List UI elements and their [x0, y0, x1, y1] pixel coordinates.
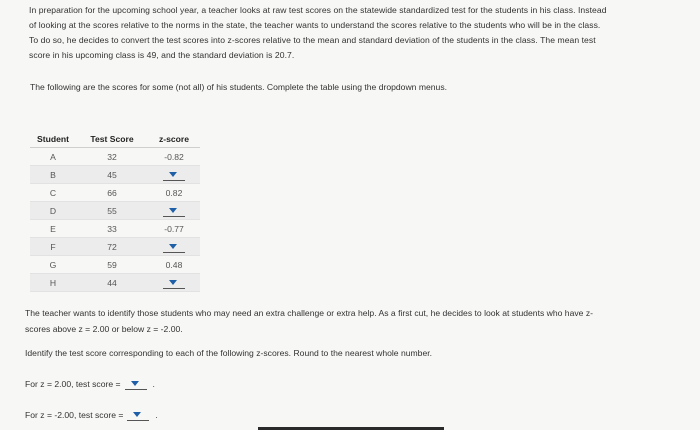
paragraph-line: scores above z = 2.00 or below z = -2.00. — [25, 324, 183, 334]
test-score-dropdown-z-2[interactable] — [125, 378, 147, 390]
z-score-cell: -0.82 — [148, 148, 200, 166]
score-cell: 66 — [76, 184, 148, 202]
z-score-cell — [148, 274, 200, 292]
score-cell: 32 — [76, 148, 148, 166]
test-score-dropdown-z-neg2[interactable] — [127, 409, 149, 421]
z-score-dropdown-h[interactable] — [163, 277, 185, 289]
intro-line: score in his upcoming class is 49, and the standard deviation is 20.7. — [29, 50, 295, 60]
table-row — [30, 148, 200, 166]
intro-line: of looking at the scores relative to the norms in the state, the teacher wants to understand the scores relative to the students who will be in the class. — [29, 20, 601, 30]
score-cell: 72 — [76, 238, 148, 256]
table-row — [30, 202, 200, 220]
student-cell: A — [30, 148, 76, 166]
answer-label: For z = 2.00, test score = — [25, 379, 121, 389]
chevron-down-icon — [169, 280, 177, 285]
student-cell: D — [30, 202, 76, 220]
student-cell: E — [30, 220, 76, 238]
sentence-period: . — [152, 379, 155, 389]
chevron-down-icon — [131, 381, 139, 386]
table-row — [30, 238, 200, 256]
z-score-dropdown-d[interactable] — [163, 205, 185, 217]
chevron-down-icon — [169, 172, 177, 177]
student-cell: F — [30, 238, 76, 256]
score-cell: 44 — [76, 274, 148, 292]
table-row — [30, 166, 200, 184]
z-score-cell: -0.77 — [148, 220, 200, 238]
identify-instruction: Identify the test score corresponding to each of the following z-scores. Round to the nearest whole number. — [25, 348, 433, 358]
score-cell: 33 — [76, 220, 148, 238]
intro-line: In preparation for the upcoming school year, a teacher looks at raw test scores on the statewide standardized test for the students in his class. Instead — [29, 5, 607, 15]
score-cell: 59 — [76, 256, 148, 274]
student-cell: H — [30, 274, 76, 292]
table-row — [30, 256, 200, 274]
header-z-score: z-score — [148, 131, 200, 148]
student-cell: B — [30, 166, 76, 184]
problem-intro — [29, 3, 679, 63]
student-cell: C — [30, 184, 76, 202]
z-score-cell — [148, 166, 200, 184]
intro-line: To do so, he decides to convert the test scores into z-scores relative to the mean and standard deviation of the students in the class. The mean test — [29, 35, 596, 45]
answer-row-z-negative — [25, 409, 158, 421]
table-row — [30, 220, 200, 238]
z-score-cell: 0.82 — [148, 184, 200, 202]
z-score-cell — [148, 238, 200, 256]
z-score-cell — [148, 202, 200, 220]
z-score-dropdown-f[interactable] — [163, 241, 185, 253]
chevron-down-icon — [133, 412, 141, 417]
z-score-dropdown-b[interactable] — [163, 169, 185, 181]
sentence-period: . — [155, 410, 158, 420]
chevron-down-icon — [169, 244, 177, 249]
paragraph-line: The teacher wants to identify those students who may need an extra challenge or extra help. As a first cut, he decides to look at students who have z- — [25, 308, 593, 318]
header-student: Student — [30, 131, 76, 148]
table-row — [30, 274, 200, 292]
answer-row-z-positive — [25, 378, 155, 390]
score-cell: 45 — [76, 166, 148, 184]
z-score-cell: 0.48 — [148, 256, 200, 274]
student-cell: G — [30, 256, 76, 274]
answer-label: For z = -2.00, test score = — [25, 410, 124, 420]
score-cell: 55 — [76, 202, 148, 220]
header-test-score: Test Score — [76, 131, 148, 148]
table-row — [30, 184, 200, 202]
table-instruction: The following are the scores for some (not all) of his students. Complete the table using the dropdown menus. — [30, 82, 448, 92]
score-table — [30, 131, 200, 292]
extra-help-paragraph — [25, 305, 665, 337]
chevron-down-icon — [169, 208, 177, 213]
